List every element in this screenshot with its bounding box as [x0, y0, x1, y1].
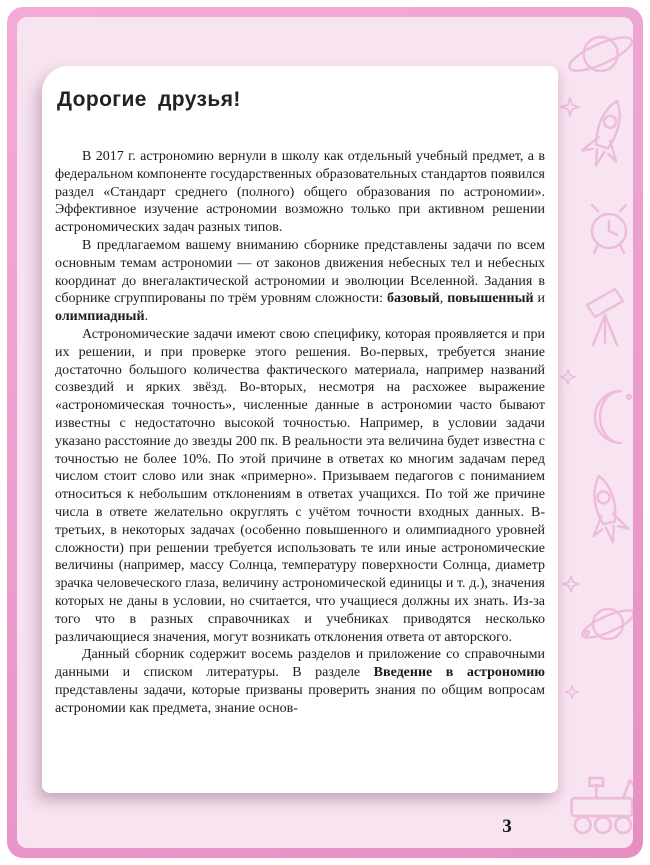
- paragraph-1: В 2017 г. астрономию вернули в школу как отдельный учебный предмет, а в федеральном компоненте государственных образовательных стандартов появился раздел «Стандарт среднего (полного) общего образования по астрономии». Эффективное изучение астрономии возможно только при активном решении астрономических задач разных типов.: [55, 149, 545, 236]
- text-run: ,: [439, 291, 448, 307]
- bold-term-advanced: повышенный: [447, 291, 534, 307]
- text-run: Данный сборник содержит восемь разделов и приложение со справочными данными и списком литературы. В разделе: [55, 647, 545, 681]
- paragraph-4: [55, 646, 545, 717]
- sparkle-icon: [560, 369, 576, 390]
- crescent-moon-icon: [583, 385, 633, 454]
- bold-term-basic: базовый: [386, 291, 440, 307]
- sparkle-icon: [565, 685, 579, 704]
- bold-term-olympiad: олимпиадный: [55, 309, 145, 325]
- paragraph-2: [55, 237, 545, 326]
- alarm-clock-icon: [580, 197, 633, 266]
- rover-icon: [557, 769, 633, 848]
- planet-orbit-icon: [577, 593, 633, 660]
- text-run: .: [144, 309, 149, 325]
- content-card: [42, 66, 558, 793]
- page-background: [17, 17, 633, 848]
- paragraph-3: Астрономические задачи имеют свою специфику, которая проявляется и при их решении, и при проверке этого решения. Во-первых, требуется знание достаточно большого количества фактического материала, например названий созвездий и ярких звёзд. Во-вторых, несмотря на расхожее выражение «астрономическая точность», численные данные в астрономии часто бывают известны с недостаточно высокой точностью. Например, в условии задачи указано расстояние до звезды 200 пк. В реальности эта величина будет известна с точностью не более 10%. По этой причине в ответах ко многим задачам перед числом стоит слово или знак «примерно». Призываем педагогов с пониманием относиться к небольшим отклонениям в ответах учащихся. По той же причине числа в ответе желательно округлять с учётом точности входных данных. В-третьих, в некоторых задачах (особенно повышенного и олимпиадного уровней сложности) при решении требуется использовать те или иные астрономические величины (например, массу Солнца, температуру поверхности Солнца, диаметр зрачка человеческого глаза, величину астрономической единицы и т. д.), значения которых не даны в условии, но считается, что учащиеся должны их знать. Из-за того что в разных справочниках и учебниках приводятся несколько различающиеся значения, могут возникать отклонения ответа от авторского.: [55, 326, 545, 645]
- body-text: [55, 148, 545, 718]
- bold-section-title: Введение в астрономию: [373, 665, 545, 681]
- sparkle-icon: [560, 97, 580, 122]
- rocket-icon: [570, 464, 633, 563]
- text-run: В предлагаемом вашему вниманию сборнике представлены задачи по всем основным темам астрономии — от законов движения небесных тел и небесных координат до внегалактической астрономии и эволюции Вселенной. Задания в сборнике сгруппированы по трём уровням сложности:: [55, 237, 545, 307]
- page-frame: [7, 7, 643, 858]
- text-run: представлены задачи, которые призваны проверить знания по общим вопросам астрономии как предмета, знание основ-: [55, 682, 545, 716]
- page-number: 3: [502, 816, 512, 837]
- telescope-icon: [577, 279, 633, 360]
- text-run: и: [533, 291, 546, 307]
- page-heading: Дорогие друзья!: [57, 88, 241, 111]
- saturn-icon: [559, 18, 633, 95]
